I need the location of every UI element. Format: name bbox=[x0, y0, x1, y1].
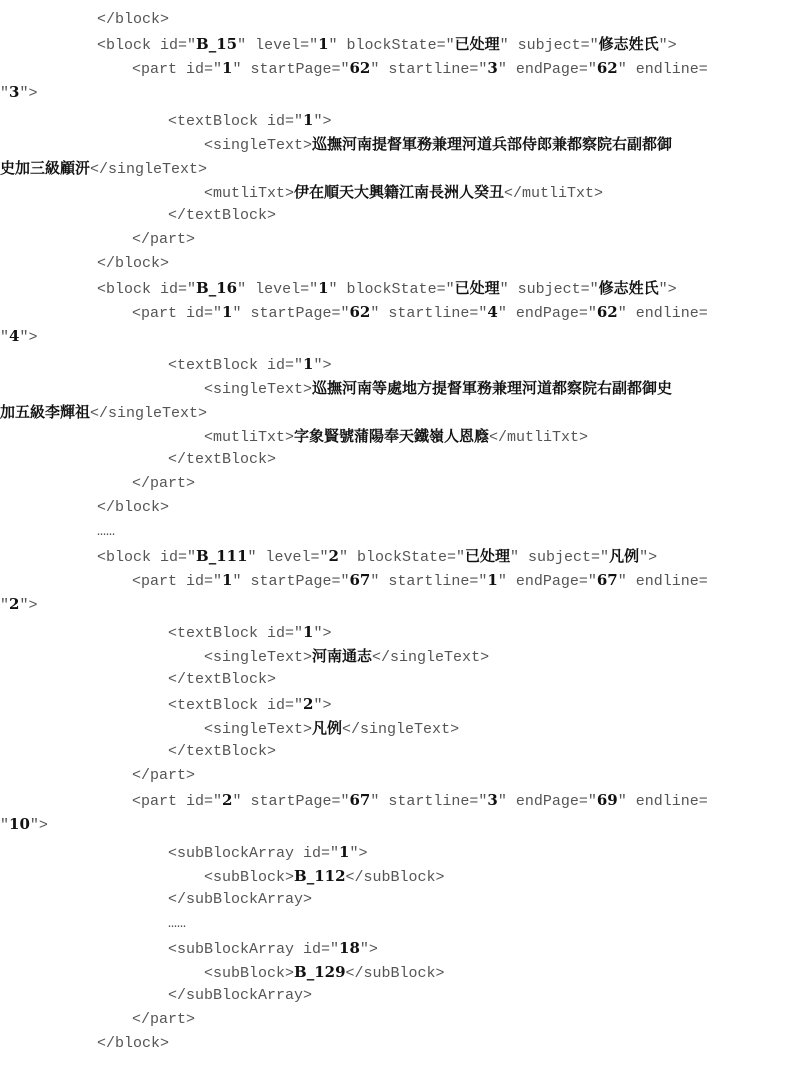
markup-text: </singleText> bbox=[90, 405, 208, 422]
markup-text: …… bbox=[168, 915, 187, 932]
markup-text: " startPage=" bbox=[232, 305, 350, 322]
markup-text: </block> bbox=[97, 11, 170, 28]
markup-text: </textBlock> bbox=[168, 671, 277, 688]
code-line bbox=[204, 180, 603, 204]
markup-text: </block> bbox=[97, 255, 170, 272]
markup-text: " bbox=[0, 597, 10, 614]
code-line bbox=[132, 472, 195, 496]
markup-text: "> bbox=[349, 845, 368, 862]
code-line bbox=[168, 984, 312, 1008]
markup-text: <singleText> bbox=[204, 137, 313, 154]
bold-value: 3 bbox=[487, 59, 498, 77]
bold-value: 2 bbox=[222, 791, 233, 809]
bold-value: 加五級李輝祖 bbox=[0, 403, 91, 421]
code-line bbox=[204, 132, 672, 156]
markup-text: <subBlockArray id=" bbox=[168, 845, 340, 862]
markup-text: </subBlockArray> bbox=[168, 987, 313, 1004]
markup-text: " startline=" bbox=[370, 793, 488, 810]
code-line bbox=[132, 1008, 195, 1032]
code-line bbox=[168, 448, 276, 472]
markup-text: " level=" bbox=[237, 37, 319, 54]
bold-value: B_129 bbox=[294, 963, 346, 981]
markup-text: </subBlock> bbox=[345, 965, 445, 982]
bold-value: 3 bbox=[9, 83, 20, 101]
bold-value: 62 bbox=[349, 303, 371, 321]
markup-text: …… bbox=[97, 523, 116, 540]
code-line bbox=[168, 668, 276, 692]
markup-text: " endPage=" bbox=[497, 305, 597, 322]
markup-text: <singleText> bbox=[204, 381, 313, 398]
markup-text: " subject=" bbox=[499, 37, 599, 54]
markup-text: "> bbox=[359, 941, 378, 958]
markup-text: <subBlock> bbox=[204, 965, 295, 982]
markup-text: "> bbox=[19, 85, 38, 102]
markup-text: "> bbox=[313, 357, 332, 374]
markup-text: " endline= bbox=[617, 61, 708, 78]
markup-text: </part> bbox=[132, 1011, 196, 1028]
markup-text: <textBlock id=" bbox=[168, 697, 304, 714]
code-line bbox=[132, 568, 708, 592]
bold-value: 修志姓氏 bbox=[598, 35, 659, 53]
code-line bbox=[168, 888, 312, 912]
bold-value: 凡例 bbox=[609, 547, 640, 565]
code-line bbox=[132, 300, 708, 324]
markup-text: " bbox=[0, 85, 10, 102]
markup-text: </block> bbox=[97, 1035, 170, 1052]
bold-value: 4 bbox=[9, 327, 20, 345]
markup-text: </part> bbox=[132, 475, 196, 492]
markup-text: " startline=" bbox=[370, 305, 488, 322]
code-line bbox=[168, 620, 331, 644]
markup-text: <part id=" bbox=[132, 793, 223, 810]
markup-text: <part id=" bbox=[132, 573, 223, 590]
markup-text: <textBlock id=" bbox=[168, 113, 304, 130]
code-line bbox=[204, 424, 588, 448]
bold-value: 1 bbox=[222, 303, 233, 321]
bold-value: B_16 bbox=[196, 279, 238, 297]
bold-value: B_111 bbox=[196, 547, 248, 565]
markup-text: </part> bbox=[132, 767, 196, 784]
code-line bbox=[132, 228, 195, 252]
markup-text: " startline=" bbox=[370, 573, 488, 590]
code-line bbox=[0, 156, 207, 180]
code-line bbox=[97, 276, 677, 300]
bold-value: 62 bbox=[596, 303, 618, 321]
markup-text: " blockState=" bbox=[328, 37, 455, 54]
markup-text: <textBlock id=" bbox=[168, 357, 304, 374]
code-line bbox=[97, 32, 677, 56]
code-line bbox=[168, 840, 367, 864]
code-line bbox=[132, 764, 195, 788]
bold-value: 1 bbox=[339, 843, 350, 861]
bold-value: 69 bbox=[596, 791, 618, 809]
bold-value: 凡例 bbox=[312, 719, 343, 737]
code-line bbox=[168, 108, 331, 132]
markup-text: " endline= bbox=[617, 793, 708, 810]
bold-value: 2 bbox=[303, 695, 314, 713]
bold-value: 1 bbox=[303, 355, 314, 373]
code-line bbox=[168, 936, 378, 960]
code-line bbox=[168, 352, 331, 376]
bold-value: 3 bbox=[487, 791, 498, 809]
code-line bbox=[168, 204, 276, 228]
markup-text: "> bbox=[658, 37, 677, 54]
markup-text: <subBlockArray id=" bbox=[168, 941, 340, 958]
code-line bbox=[97, 8, 169, 32]
bold-value: 1 bbox=[303, 623, 314, 641]
markup-text: <block id=" bbox=[97, 549, 197, 566]
code-line bbox=[132, 788, 708, 812]
markup-text: </subBlockArray> bbox=[168, 891, 313, 908]
markup-text: </subBlock> bbox=[345, 869, 445, 886]
code-line bbox=[204, 864, 445, 888]
code-line bbox=[204, 716, 459, 740]
bold-value: B_112 bbox=[294, 867, 346, 885]
code-line bbox=[168, 740, 276, 764]
code-line bbox=[0, 812, 48, 836]
markup-text: </mutliTxt> bbox=[489, 429, 589, 446]
code-line bbox=[97, 252, 169, 276]
bold-value: 1 bbox=[318, 279, 329, 297]
markup-text: " startline=" bbox=[370, 61, 488, 78]
bold-value: 巡撫河南等處地方提督軍務兼理河道都察院右副都御史 bbox=[312, 379, 673, 397]
bold-value: 1 bbox=[222, 571, 233, 589]
markup-text: " subject=" bbox=[510, 549, 610, 566]
bold-value: 已处理 bbox=[465, 547, 511, 565]
bold-value: 62 bbox=[596, 59, 618, 77]
bold-value: 伊在順天大興籍江南長洲人癸丑 bbox=[294, 183, 505, 201]
bold-value: 字象賢號蒲陽奉天鐵嶺人恩廕 bbox=[294, 427, 490, 445]
code-line bbox=[0, 400, 207, 424]
bold-value: 1 bbox=[303, 111, 314, 129]
markup-text: " blockState=" bbox=[338, 549, 466, 566]
code-line bbox=[0, 324, 37, 348]
bold-value: 2 bbox=[9, 595, 20, 613]
markup-text: "> bbox=[19, 329, 38, 346]
markup-text: " endPage=" bbox=[497, 61, 597, 78]
bold-value: 67 bbox=[596, 571, 618, 589]
markup-text: <mutliTxt> bbox=[204, 185, 295, 202]
bold-value: 史加三級顧汧 bbox=[0, 159, 91, 177]
markup-text: "> bbox=[658, 281, 677, 298]
markup-text: </singleText> bbox=[342, 721, 460, 738]
bold-value: 河南通志 bbox=[312, 647, 373, 665]
code-line bbox=[97, 544, 657, 568]
bold-value: 62 bbox=[349, 59, 371, 77]
markup-text: </singleText> bbox=[372, 649, 490, 666]
markup-text: "> bbox=[29, 817, 48, 834]
bold-value: 巡撫河南提督軍務兼理河道兵部侍郎兼都察院右副都御 bbox=[312, 135, 673, 153]
markup-text: <part id=" bbox=[132, 305, 223, 322]
markup-text: </mutliTxt> bbox=[504, 185, 604, 202]
code-line bbox=[97, 520, 115, 544]
markup-text: <singleText> bbox=[204, 721, 313, 738]
markup-text: </textBlock> bbox=[168, 451, 277, 468]
bold-value: 已处理 bbox=[454, 279, 500, 297]
markup-text: "> bbox=[313, 113, 332, 130]
markup-text: </singleText> bbox=[90, 161, 208, 178]
bold-value: 修志姓氏 bbox=[598, 279, 659, 297]
markup-text: " startPage=" bbox=[232, 573, 350, 590]
code-line bbox=[204, 376, 672, 400]
markup-text: " blockState=" bbox=[328, 281, 455, 298]
markup-text: "> bbox=[313, 697, 332, 714]
code-line bbox=[0, 80, 37, 104]
code-line bbox=[168, 912, 186, 936]
code-line bbox=[132, 56, 708, 80]
bold-value: 67 bbox=[349, 571, 371, 589]
markup-text: " endline= bbox=[617, 573, 708, 590]
markup-text: " startPage=" bbox=[232, 793, 350, 810]
bold-value: B_15 bbox=[196, 35, 238, 53]
markup-text: " level=" bbox=[247, 549, 329, 566]
markup-text: </block> bbox=[97, 499, 170, 516]
bold-value: 10 bbox=[9, 815, 30, 833]
markup-text: "> bbox=[19, 597, 38, 614]
markup-text: </textBlock> bbox=[168, 207, 277, 224]
markup-text: " bbox=[0, 329, 10, 346]
bold-value: 67 bbox=[349, 791, 371, 809]
bold-value: 已处理 bbox=[454, 35, 500, 53]
bold-value: 1 bbox=[318, 35, 329, 53]
code-line bbox=[0, 592, 37, 616]
bold-value: 1 bbox=[222, 59, 233, 77]
markup-text: "> bbox=[313, 625, 332, 642]
markup-text: " endPage=" bbox=[497, 573, 597, 590]
markup-text: " bbox=[0, 817, 10, 834]
markup-text: <textBlock id=" bbox=[168, 625, 304, 642]
markup-text: " level=" bbox=[237, 281, 319, 298]
code-line bbox=[204, 960, 445, 984]
bold-value: 18 bbox=[339, 939, 360, 957]
markup-text: </part> bbox=[132, 231, 196, 248]
code-line bbox=[204, 644, 489, 668]
markup-text: <singleText> bbox=[204, 649, 313, 666]
markup-text: <block id=" bbox=[97, 281, 197, 298]
markup-text: </textBlock> bbox=[168, 743, 277, 760]
code-line bbox=[97, 1032, 169, 1056]
markup-text: <mutliTxt> bbox=[204, 429, 295, 446]
markup-text: " startPage=" bbox=[232, 61, 350, 78]
bold-value: 1 bbox=[487, 571, 498, 589]
markup-text: <subBlock> bbox=[204, 869, 295, 886]
markup-text: " endPage=" bbox=[497, 793, 597, 810]
code-line bbox=[97, 496, 169, 520]
markup-text: "> bbox=[639, 549, 658, 566]
bold-value: 4 bbox=[487, 303, 498, 321]
markup-text: <part id=" bbox=[132, 61, 223, 78]
bold-value: 2 bbox=[328, 547, 339, 565]
markup-text: " subject=" bbox=[499, 281, 599, 298]
code-line bbox=[168, 692, 331, 716]
markup-text: <block id=" bbox=[97, 37, 197, 54]
markup-text: " endline= bbox=[617, 305, 708, 322]
